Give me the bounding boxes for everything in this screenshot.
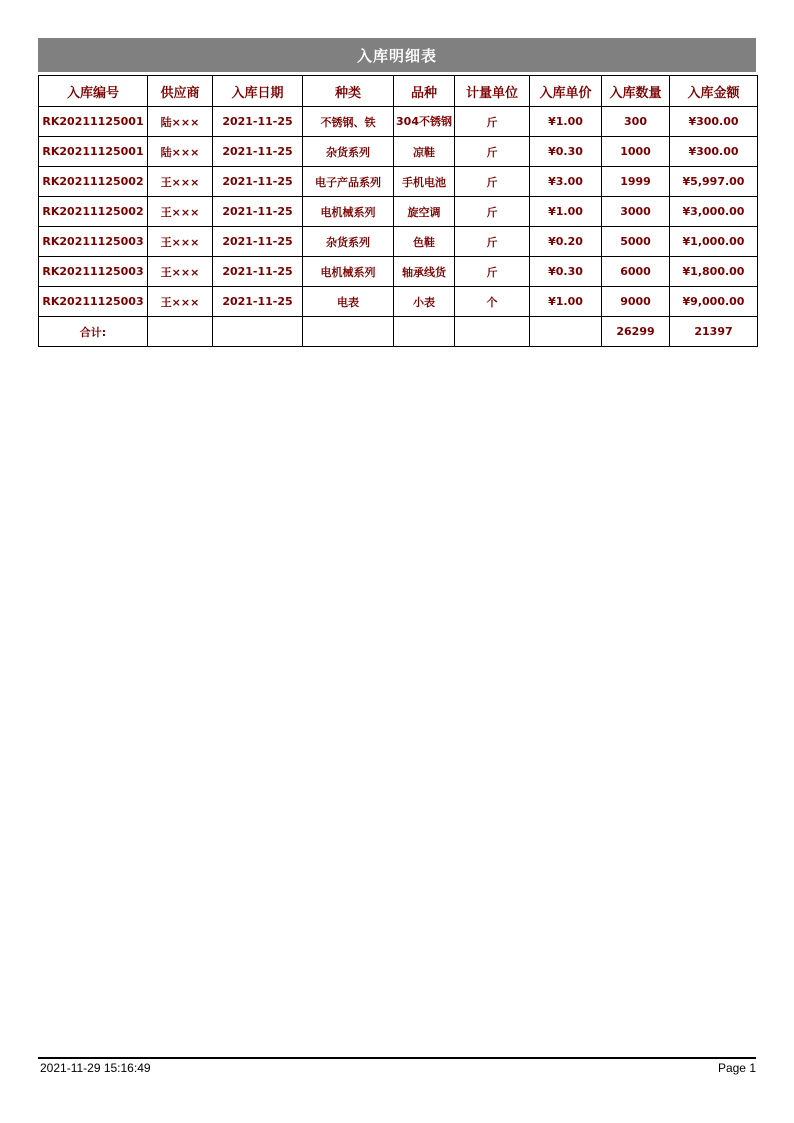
cell-unit-price: ¥3.00 [530, 167, 602, 197]
header-unit: 计量单位 [455, 76, 530, 107]
cell-category: 杂货系列 [303, 227, 394, 257]
cell-inbound-id: RK20211125003 [39, 227, 148, 257]
report-title: 入库明细表 [38, 38, 756, 72]
print-timestamp: 2021-11-29 15:16:49 [40, 1061, 151, 1075]
cell-quantity: 1999 [602, 167, 670, 197]
cell-inbound-date: 2021-11-25 [213, 107, 303, 137]
header-amount: 入库金额 [670, 76, 758, 107]
cell-unit-price: ¥1.00 [530, 197, 602, 227]
table-header-row [39, 76, 758, 107]
cell-supplier: 王××× [148, 167, 213, 197]
cell-amount: ¥300.00 [670, 137, 758, 167]
cell-category: 电机械系列 [303, 197, 394, 227]
cell-category: 不锈钢、铁 [303, 107, 394, 137]
cell-inbound-date: 2021-11-25 [213, 227, 303, 257]
header-supplier: 供应商 [148, 76, 213, 107]
table-row [39, 287, 758, 317]
cell-amount: ¥9,000.00 [670, 287, 758, 317]
total-empty-cell [530, 317, 602, 347]
total-amount: 21397 [670, 317, 758, 347]
total-row [39, 317, 758, 347]
table-row [39, 257, 758, 287]
cell-variety: 小表 [394, 287, 455, 317]
cell-category: 电机械系列 [303, 257, 394, 287]
cell-amount: ¥1,800.00 [670, 257, 758, 287]
cell-inbound-date: 2021-11-25 [213, 257, 303, 287]
cell-supplier: 王××× [148, 257, 213, 287]
table-row [39, 107, 758, 137]
cell-inbound-date: 2021-11-25 [213, 167, 303, 197]
cell-category: 杂货系列 [303, 137, 394, 167]
cell-inbound-date: 2021-11-25 [213, 197, 303, 227]
cell-quantity: 6000 [602, 257, 670, 287]
cell-unit: 斤 [455, 107, 530, 137]
cell-unit-price: ¥0.20 [530, 227, 602, 257]
footer-divider [38, 1057, 756, 1059]
cell-quantity: 3000 [602, 197, 670, 227]
cell-variety: 304不锈钢 [394, 107, 455, 137]
cell-unit-price: ¥0.30 [530, 137, 602, 167]
total-empty-cell [455, 317, 530, 347]
total-quantity: 26299 [602, 317, 670, 347]
cell-supplier: 王××× [148, 227, 213, 257]
cell-inbound-id: RK20211125001 [39, 137, 148, 167]
cell-unit: 斤 [455, 167, 530, 197]
cell-quantity: 1000 [602, 137, 670, 167]
cell-inbound-date: 2021-11-25 [213, 137, 303, 167]
table-row [39, 197, 758, 227]
header-inbound-date: 入库日期 [213, 76, 303, 107]
cell-inbound-id: RK20211125002 [39, 167, 148, 197]
page-number: Page 1 [717, 1061, 756, 1075]
header-inbound-id: 入库编号 [39, 76, 148, 107]
cell-supplier: 陆××× [148, 137, 213, 167]
cell-inbound-id: RK20211125003 [39, 287, 148, 317]
cell-variety: 手机电池 [394, 167, 455, 197]
cell-inbound-date: 2021-11-25 [213, 287, 303, 317]
cell-inbound-id: RK20211125001 [39, 107, 148, 137]
header-variety: 品种 [394, 76, 455, 107]
cell-unit-price: ¥1.00 [530, 107, 602, 137]
cell-unit: 斤 [455, 257, 530, 287]
cell-quantity: 9000 [602, 287, 670, 317]
header-unit-price: 入库单价 [530, 76, 602, 107]
cell-amount: ¥3,000.00 [670, 197, 758, 227]
cell-variety: 色鞋 [394, 227, 455, 257]
table-row [39, 137, 758, 167]
header-category: 种类 [303, 76, 394, 107]
cell-amount: ¥5,997.00 [670, 167, 758, 197]
cell-quantity: 300 [602, 107, 670, 137]
cell-unit: 斤 [455, 227, 530, 257]
cell-inbound-id: RK20211125003 [39, 257, 148, 287]
cell-unit-price: ¥0.30 [530, 257, 602, 287]
cell-amount: ¥300.00 [670, 107, 758, 137]
cell-supplier: 王××× [148, 197, 213, 227]
cell-amount: ¥1,000.00 [670, 227, 758, 257]
inbound-detail-table [38, 75, 758, 347]
table-row [39, 167, 758, 197]
cell-supplier: 陆××× [148, 107, 213, 137]
cell-unit: 斤 [455, 197, 530, 227]
total-empty-cell [394, 317, 455, 347]
cell-variety: 轴承线货 [394, 257, 455, 287]
cell-category: 电表 [303, 287, 394, 317]
cell-variety: 旋空调 [394, 197, 455, 227]
cell-quantity: 5000 [602, 227, 670, 257]
cell-unit-price: ¥1.00 [530, 287, 602, 317]
cell-unit: 斤 [455, 137, 530, 167]
header-quantity: 入库数量 [602, 76, 670, 107]
cell-inbound-id: RK20211125002 [39, 197, 148, 227]
cell-variety: 凉鞋 [394, 137, 455, 167]
total-label: 合计: [39, 317, 148, 347]
cell-category: 电子产品系列 [303, 167, 394, 197]
cell-supplier: 王××× [148, 287, 213, 317]
total-empty-cell [303, 317, 394, 347]
total-empty-cell [213, 317, 303, 347]
total-empty-cell [148, 317, 213, 347]
cell-unit: 个 [455, 287, 530, 317]
table-row [39, 227, 758, 257]
